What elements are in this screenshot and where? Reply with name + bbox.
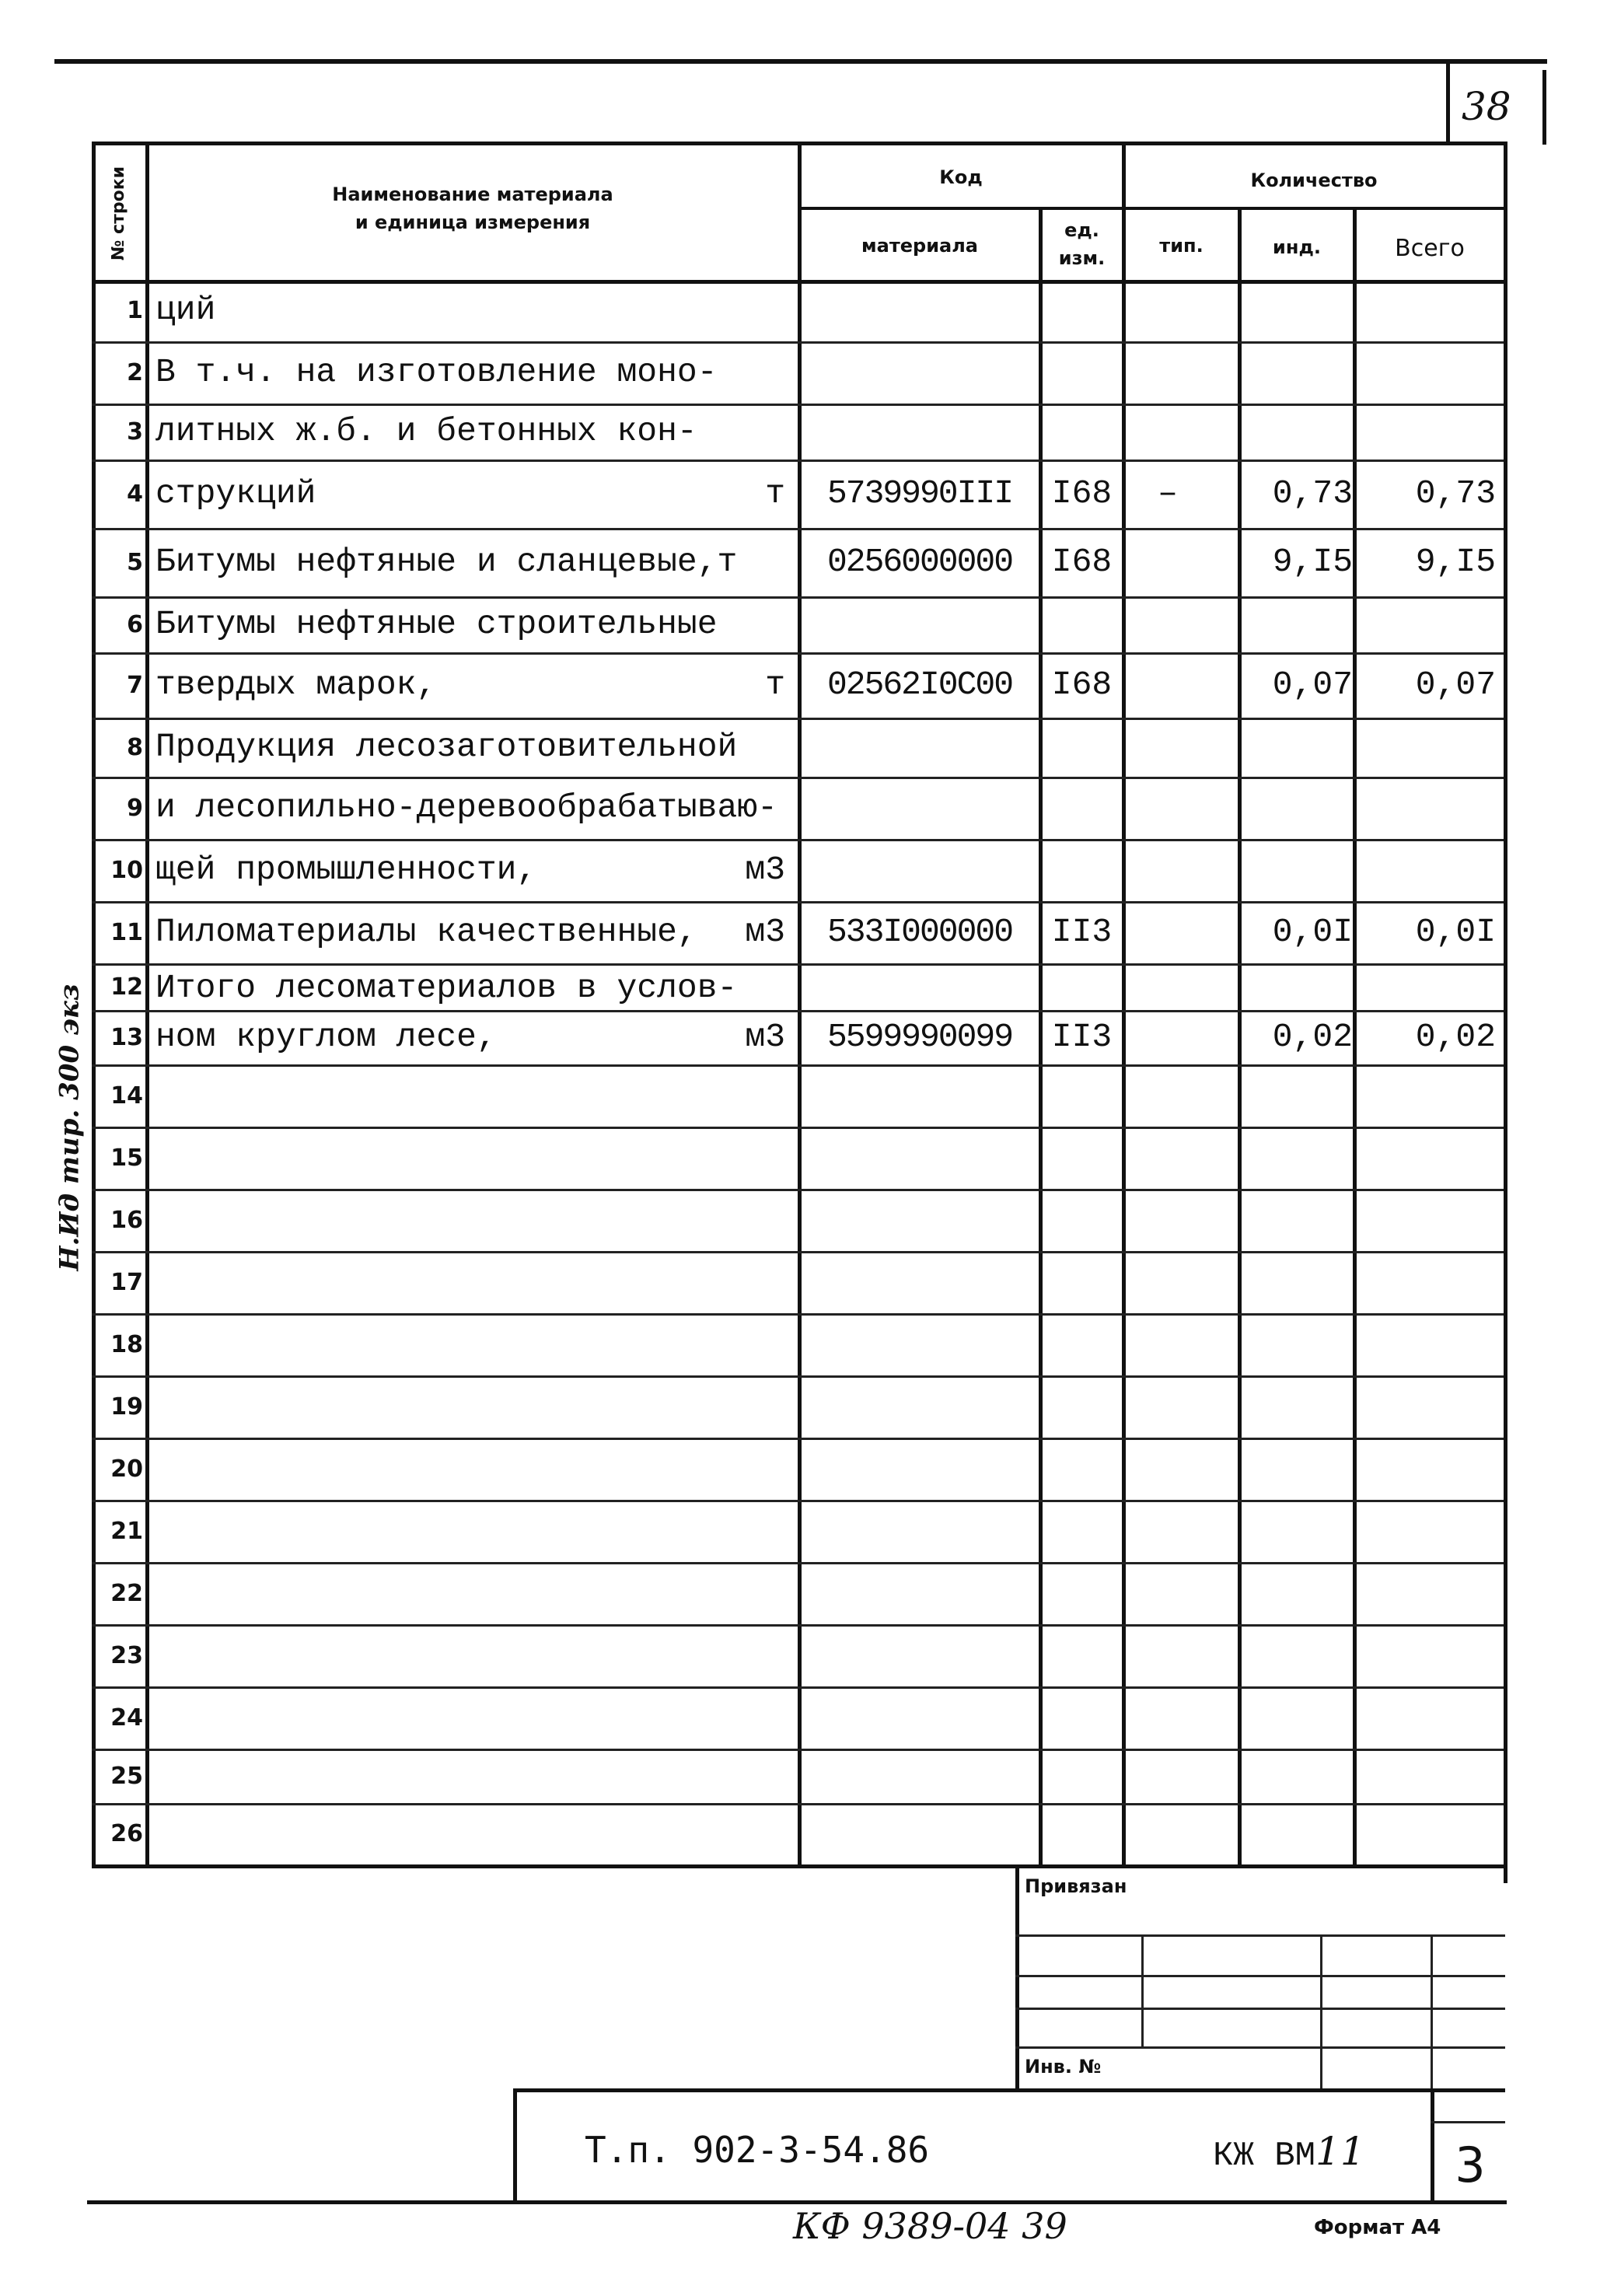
material-name: ном круглом лесе, — [155, 1018, 497, 1056]
row-number: 11 — [110, 919, 143, 946]
order-number: КФ 9389-04 39 — [793, 2205, 1067, 2247]
header-qty-total: Всего — [1395, 235, 1465, 262]
unit-code: I68 — [1051, 474, 1113, 512]
qty-total: 0,73 — [1415, 474, 1496, 512]
table-row — [92, 280, 1507, 342]
margin-note-wrap — [47, 972, 93, 1283]
material-unit: т — [765, 666, 785, 704]
table-row — [92, 1314, 1507, 1376]
unit-code: I68 — [1051, 543, 1113, 581]
row-number: 20 — [110, 1456, 143, 1483]
qty-ind: 0,02 — [1272, 1018, 1353, 1056]
stamp-grid-v3 — [1431, 1936, 1433, 2088]
header-code-group: Код — [939, 166, 983, 188]
header-code-material: материала — [861, 235, 978, 257]
row-number: 6 — [127, 611, 143, 638]
page-number: 38 — [1462, 84, 1511, 129]
header-row-number: № строки — [109, 166, 129, 260]
row-number: 16 — [110, 1207, 143, 1234]
qty-typ: – — [1158, 474, 1178, 512]
row-number: 18 — [110, 1331, 143, 1358]
titleblock-sheet-line — [1431, 2121, 1505, 2123]
row-number: 2 — [127, 359, 143, 386]
material-unit: м3 — [745, 1018, 785, 1056]
qty-total: 9,I5 — [1415, 543, 1496, 581]
row-number: 8 — [127, 734, 143, 761]
material-name: ций — [155, 291, 216, 329]
row-number: 22 — [110, 1580, 143, 1607]
unit-code: II3 — [1051, 1018, 1113, 1056]
row-number: 7 — [127, 672, 143, 699]
table-row — [92, 1376, 1507, 1438]
row-number: 14 — [110, 1082, 143, 1110]
table-row — [92, 1563, 1507, 1625]
header-qty-typ: тип. — [1159, 235, 1204, 257]
qty-total: 0,07 — [1415, 666, 1496, 704]
stamp-bound-label: Привязан — [1025, 1875, 1127, 1897]
titleblock-sheet-divider — [1431, 2088, 1434, 2203]
material-name: твердых марок, — [155, 666, 437, 704]
material-name: щей промышленности, — [155, 851, 537, 889]
row-number: 3 — [127, 418, 143, 446]
header-mid-line — [798, 207, 1504, 210]
material-name: Пиломатериалы качественные, — [155, 913, 697, 951]
header-unit-line1: ед. — [1064, 219, 1099, 241]
qty-total: 0,02 — [1415, 1018, 1496, 1056]
row-number: 21 — [110, 1518, 143, 1545]
doc-code: Т.п. 902-3-54.86 — [585, 2129, 930, 2171]
sheet-box-left — [1446, 64, 1450, 145]
material-name: Итого лесоматериалов в услов- — [155, 969, 738, 1007]
qty-total: 0,0I — [1415, 913, 1496, 951]
page-bottom-border — [87, 2200, 1507, 2204]
qty-ind: 0,07 — [1272, 666, 1353, 704]
material-code: 5599990099 — [826, 1018, 1013, 1056]
material-code: 02562I0C00 — [826, 666, 1013, 704]
sheet-number: 3 — [1455, 2136, 1486, 2193]
material-name: Битумы нефтяные и сланцевые,т — [155, 543, 738, 581]
row-number: 19 — [110, 1393, 143, 1421]
stamp-bound-left — [1015, 1866, 1019, 2092]
row-number: 12 — [110, 973, 143, 1001]
section-code: КЖ ВМ — [1213, 2137, 1316, 2175]
row-number: 10 — [110, 857, 143, 884]
row-number: 15 — [110, 1145, 143, 1172]
sheet-box-right — [1542, 70, 1546, 145]
header-qty-group: Количество — [1250, 169, 1378, 191]
row-number: 23 — [110, 1642, 143, 1669]
material-name: В т.ч. на изготовление моно- — [155, 353, 718, 391]
table-row — [92, 1438, 1507, 1501]
table-row — [92, 1687, 1507, 1749]
table-row — [92, 1127, 1507, 1190]
material-unit: м3 — [745, 851, 785, 889]
table-row — [92, 1804, 1507, 1864]
sheet-number-box — [1435, 2130, 1505, 2199]
row-number: 24 — [110, 1704, 143, 1732]
qty-ind: 0,73 — [1272, 474, 1353, 512]
row-number: 9 — [127, 795, 143, 822]
header-unit-line2: изм. — [1058, 247, 1106, 269]
qty-ind: 9,I5 — [1272, 543, 1353, 581]
top-border — [54, 59, 1547, 64]
table-row — [92, 1749, 1507, 1804]
material-name: литных ж.б. и бетонных кон- — [155, 412, 697, 450]
section-number: 11 — [1315, 2129, 1365, 2174]
row-number: 4 — [127, 481, 143, 508]
table-row — [92, 1501, 1507, 1563]
qty-ind: 0,0I — [1272, 913, 1353, 951]
material-code: 0256000000 — [826, 543, 1013, 581]
stamp-grid-v2 — [1320, 1936, 1322, 2088]
header-qty-ind: инд. — [1273, 236, 1321, 258]
row-number: 13 — [110, 1024, 143, 1051]
material-name: Продукция лесозаготовительной — [155, 728, 738, 766]
margin-note: Н.Ид тир. 300 экз — [54, 984, 86, 1271]
table-row — [92, 1065, 1507, 1127]
header-name-line2: и единица измерения — [355, 211, 591, 233]
material-name: Битумы нефтяные строительные — [155, 605, 718, 643]
titleblock-top — [513, 2088, 1505, 2092]
stamp-inv-label: Инв. № — [1025, 2056, 1102, 2078]
table-row — [92, 1252, 1507, 1314]
row-number: 26 — [110, 1820, 143, 1847]
material-code: 533I000000 — [826, 913, 1013, 951]
row-number: 5 — [127, 549, 143, 576]
unit-code: I68 — [1051, 666, 1113, 704]
material-code: 5739990III — [826, 474, 1013, 512]
section-code-group — [1213, 2129, 1365, 2175]
format-label: Формат А4 — [1314, 2216, 1441, 2239]
material-name: и лесопильно-деревообрабатываю- — [155, 788, 777, 826]
material-unit: т — [765, 474, 785, 512]
table-bottom-border — [92, 1864, 1504, 1868]
table-row — [92, 1190, 1507, 1252]
material-unit: м3 — [745, 913, 785, 951]
row-number: 17 — [110, 1269, 143, 1296]
material-name: струкций — [155, 474, 316, 512]
titleblock-left — [513, 2088, 517, 2203]
row-number: 25 — [110, 1763, 143, 1790]
table-row — [92, 1625, 1507, 1687]
header-name-line1: Наименование материала — [332, 183, 613, 205]
stamp-grid-v1 — [1141, 1936, 1144, 2048]
row-number: 1 — [127, 297, 143, 324]
unit-code: II3 — [1051, 913, 1113, 951]
